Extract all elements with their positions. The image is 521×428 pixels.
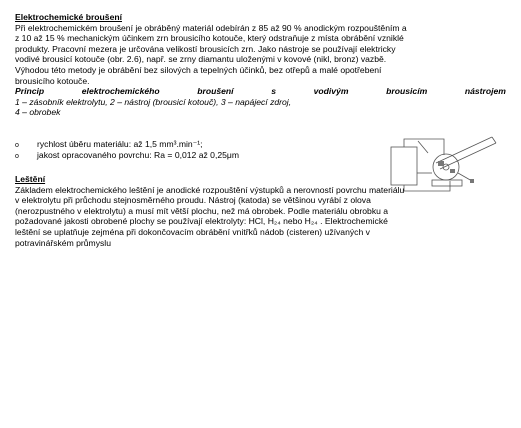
section-heading-grinding: Elektrochemické broušení xyxy=(15,12,122,22)
caption-word: broušení xyxy=(197,86,234,97)
paragraph-line: v elektrolytu při průchodu stejnosměrného proudu. Nástroj (katoda) se většinou vyrábí z olova xyxy=(15,195,371,206)
paragraph-line: Výhodou této metody je obrábění bez silových a tepelných účinků, bez otřepů a malé opotřebení xyxy=(15,64,382,75)
legend-line: 4 – obrobek xyxy=(15,107,61,118)
polishing-section xyxy=(15,174,506,248)
bullet-mark: o xyxy=(15,142,19,149)
paragraph-line: brousicího kotouče. xyxy=(15,75,90,86)
bullet-text: jakost opracovaného povrchu: Ra = 0,012 až 0,25μm xyxy=(37,149,240,160)
caption-word: s xyxy=(271,86,276,97)
list-item xyxy=(15,150,355,161)
caption-word: brousicím xyxy=(386,86,428,97)
paragraph-line: potravinářském průmyslu xyxy=(15,237,111,248)
paragraph-line: Při elektrochemickém broušení je obráběný materiál odebírán z 85 až 90 % anodickým rozpouštěním a xyxy=(15,22,407,33)
list-item xyxy=(15,139,355,150)
bullet-mark: o xyxy=(15,152,19,160)
caption-word: nástrojem xyxy=(464,86,506,97)
principle-caption xyxy=(15,86,506,97)
parameter-list xyxy=(15,139,355,160)
caption-word: elektrochemického xyxy=(81,86,160,97)
figure-legend xyxy=(15,97,506,118)
document-page xyxy=(15,12,506,248)
paragraph-line: vodivé brousicí kotouče (obr. 2.6), např. se zrny diamantu uloženými v kovové (nikl, bronz) vazbě. xyxy=(15,54,387,65)
paragraph-line: leštění se uplatňuje zejména při dokončovacím obrábění vnitřků nádob (cisteren) užívaných v xyxy=(15,226,370,237)
polishing-paragraph xyxy=(15,185,506,249)
legend-line: 1 – zásobník elektrolytu, 2 – nástroj (brousicí kotouč), 3 – napájecí zdroj, xyxy=(15,96,292,107)
paragraph-line: produkty. Pracovní mezera je určována velikostí brousicích zrn. Jako nástroje se používají elektricky xyxy=(15,43,396,54)
bullet-text: rychlost úběru materiálu: až 1,5 mm³.min⁻¹; xyxy=(37,139,203,149)
caption-word: vodivým xyxy=(313,86,349,97)
paragraph-line: (nerozpustného v elektrolytu) a musí mít větší plochu, než má obrobek. Podle materiálu obrobku a xyxy=(15,205,389,216)
section-heading-polishing: Leštění xyxy=(15,174,46,184)
grinding-paragraph xyxy=(15,23,506,87)
paragraph-line: požadované jakosti obrobené plochy se používají elektrolyty: HCl, H₂₄ nebo H₂₄ . Elektrochemické xyxy=(15,216,388,227)
paragraph-line: Základem elektrochemického leštění je anodické rozpouštění výstupků a nerovností povrchu materiálu xyxy=(15,184,405,195)
paragraph-line: z 10 až 15 % mechanickým účinkem zrn brousicího kotouče, který odstraňuje z místa obrábění vzniklé xyxy=(15,33,404,44)
caption-word: Princip xyxy=(15,86,45,97)
